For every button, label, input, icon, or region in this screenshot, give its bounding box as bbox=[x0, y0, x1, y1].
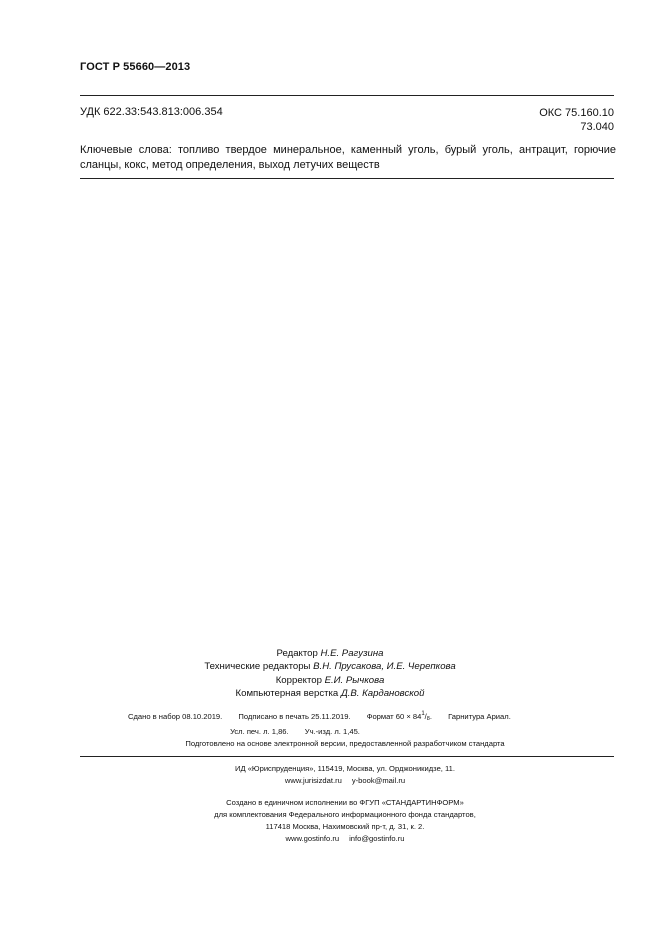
publisher-contacts bbox=[130, 775, 560, 787]
format-numerator: 1 bbox=[421, 711, 425, 717]
credit-role: Корректор bbox=[275, 674, 322, 686]
creator-line-2: для комплектования Федерального информационного фонда стандартов, bbox=[214, 810, 476, 819]
publisher-block bbox=[130, 763, 560, 787]
keywords: Ключевые слова: топливо твердое минеральное, каменный уголь, бурый уголь, антрацит, горючие сланцы, кокс, метод определения, выход летучих веществ bbox=[80, 144, 616, 171]
creator-block bbox=[130, 797, 560, 845]
credits-block bbox=[150, 647, 510, 700]
format-prefix: Формат 60 × 84 bbox=[366, 712, 422, 721]
credit-proofreader bbox=[150, 674, 510, 687]
print-format: Формат $60 \times 84^1/_8$. bbox=[366, 711, 432, 722]
creator-site[interactable]: www.gostinfo.ru bbox=[285, 834, 340, 843]
credit-name: В.Н. Прусакова, И.Е. Черепкова bbox=[313, 661, 456, 673]
publisher-site[interactable]: www.jurisizdat.ru bbox=[284, 776, 342, 785]
creator-contacts bbox=[130, 833, 560, 845]
credit-role: Компьютерная верстка bbox=[235, 687, 339, 699]
creator-line-1: Создано в единичном исполнении во ФГУП «СТАНДАРТИНФОРМ» bbox=[226, 798, 464, 807]
print-sent: Сдано в набор 08.10.2019. bbox=[128, 712, 223, 721]
creator-address: 117418 Москва, Нахимовский пр-т, д. 31, к. 2. bbox=[265, 822, 425, 831]
keywords-divider bbox=[80, 178, 614, 179]
print-edition: Уч.-изд. л. 1,45. bbox=[304, 727, 360, 736]
document-code: ГОСТ Р 55660—2013 bbox=[80, 61, 191, 73]
oks-line-1: ОКС 75.160.10 bbox=[539, 107, 614, 119]
format-denominator: 8 bbox=[426, 716, 430, 722]
creator-email[interactable]: info@gostinfo.ru bbox=[349, 834, 405, 843]
publisher-address: ИД «Юриспруденция», 115419, Москва, ул. Орджоникидзе, 11. bbox=[234, 764, 456, 773]
print-sheets: Усл. печ. л. 1,86. bbox=[230, 727, 289, 736]
oks-line-2: 73.040 bbox=[580, 121, 614, 133]
print-signed: Подписано в печать 25.11.2019. bbox=[238, 712, 351, 721]
udk-code: УДК 622.33:543.813:006.354 bbox=[80, 106, 223, 118]
prepared-note: Подготовлено на основе электронной версии, предоставленной разработчиком стандарта bbox=[185, 739, 505, 748]
credit-editor bbox=[150, 647, 510, 660]
bottom-divider bbox=[80, 756, 614, 757]
credit-role: Технические редакторы bbox=[204, 661, 311, 673]
credit-name: Е.И. Рычкова bbox=[324, 674, 385, 686]
credit-tech-editors bbox=[150, 660, 510, 673]
top-divider bbox=[80, 95, 614, 96]
print-font: Гарнитура Ариал. bbox=[448, 712, 511, 721]
publisher-email[interactable]: y-book@mail.ru bbox=[351, 776, 406, 785]
print-info-line-1 bbox=[128, 711, 511, 722]
credit-role: Редактор bbox=[276, 648, 318, 659]
credit-layout bbox=[150, 687, 510, 700]
credit-name: Н.Е. Рагузина bbox=[320, 648, 384, 659]
print-info-line-2 bbox=[160, 727, 430, 736]
credit-name: Д.В. Кардановской bbox=[340, 687, 425, 699]
oks-code bbox=[539, 106, 614, 134]
